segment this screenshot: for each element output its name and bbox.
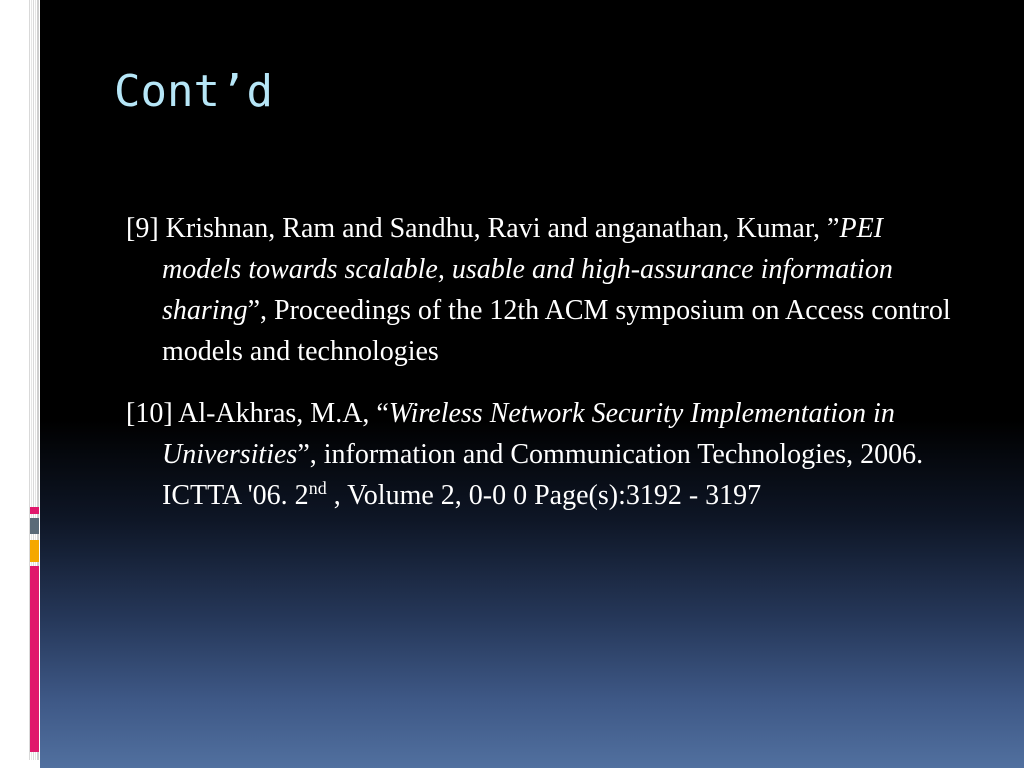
- accent-pink-bar: [30, 566, 39, 752]
- reference-list: [126, 208, 956, 537]
- reference-title: PEI models towards scalable, usable and high-assurance information sharing: [162, 213, 893, 326]
- reference-prefix: [10] Al-Akhras, M.A, “: [126, 398, 389, 429]
- reference-suffix: ”, Proceedings of the 12th ACM symposium on Access control models and technologies: [162, 295, 951, 367]
- reference-item-9: [126, 208, 956, 372]
- binder-edge-icon: [0, 0, 40, 768]
- accent-gray-mark: [30, 518, 39, 534]
- reference-item-10: [126, 393, 956, 516]
- reference-tail: , Volume 2, 0-0 0 Page(s):3192 - 3197: [326, 480, 762, 511]
- accent-orange-mark: [30, 540, 39, 562]
- accent-pink-mark: [30, 507, 39, 514]
- reference-prefix: [9] Krishnan, Ram and Sandhu, Ravi and anganathan, Kumar, ”: [126, 213, 840, 244]
- ordinal-superscript: nd: [308, 478, 327, 498]
- slide-title: Cont’d: [114, 66, 273, 117]
- left-decoration-strip: [0, 0, 40, 768]
- reference-suffix: ”, information and Communication Technologies, 2006. ICTTA '06. 2: [162, 439, 924, 511]
- reference-title: Wireless Network Security Implementation in Universities: [162, 398, 895, 470]
